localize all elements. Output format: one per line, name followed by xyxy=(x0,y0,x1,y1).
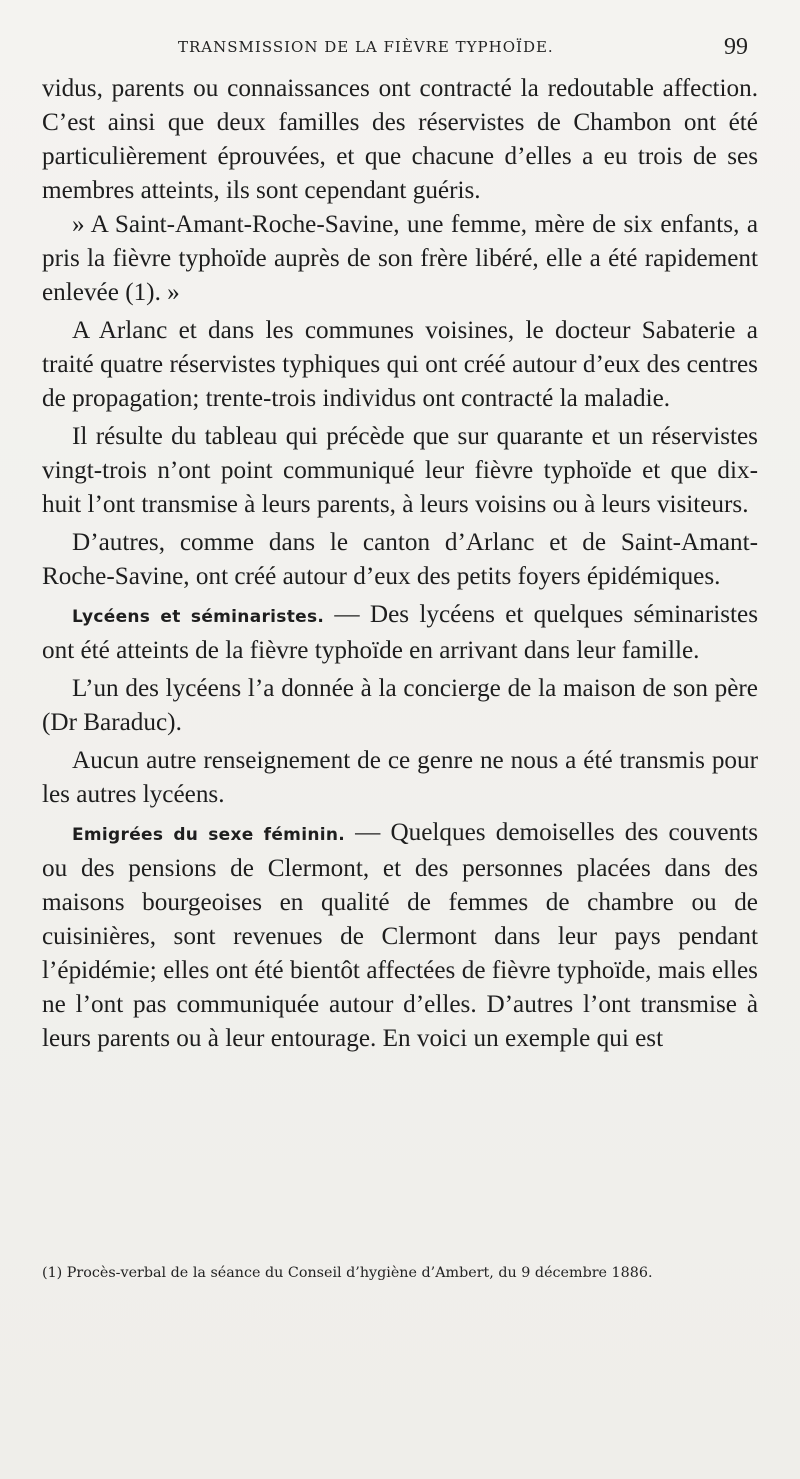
section-heading: Lycéens et séminaristes. xyxy=(72,607,325,627)
paragraph xyxy=(42,208,758,310)
paragraph xyxy=(42,598,758,668)
paragraph-text: » A Saint-Amant-Roche-Savine, une femme, mère de six enfants, a pris la fièvre typhoïde auprès de son frère libéré, elle a été rapidement enlevée (1). » xyxy=(42,211,758,306)
page-header xyxy=(0,32,800,62)
paragraph-text: L’un des lycéens l’a donnée à la concierge de la maison de son père (Dr Baraduc). xyxy=(42,675,758,736)
footnote: (1) Procès-verbal de la séance du Conseil d’hygiène d’Ambert, du 9 décembre 1886. xyxy=(42,1265,653,1281)
paragraph-text: — Des lycéens et quelques séminaristes ont été atteints de la fièvre typhoïde en arrivant dans leur famille. xyxy=(42,601,759,664)
paragraph-text: D’autres, comme dans le canton d’Arlanc et de Saint-Amant-Roche-Savine, ont créé autour d’eux des petits foyers épidémiques. xyxy=(42,529,758,590)
paragraph xyxy=(42,526,758,594)
paragraph-text: Il résulte du tableau qui précède que sur quarante et un réservistes vingt-trois n’ont point communiqué leur fièvre typhoïde et que dix-huit l’ont transmise à leurs parents, à leurs voisins ou à leurs visiteurs. xyxy=(42,423,758,518)
paragraph-text: Aucun autre renseignement de ce genre ne nous a été transmis pour les autres lycéens. xyxy=(42,747,758,808)
paragraph xyxy=(42,744,758,812)
paragraph xyxy=(42,420,758,522)
paragraph xyxy=(42,816,758,1056)
running-title: TRANSMISSION DE LA FIÈVRE TYPHOÏDE. xyxy=(178,38,554,56)
paragraph xyxy=(42,72,758,208)
paragraph xyxy=(42,672,758,740)
paragraph xyxy=(42,314,758,416)
page-number: 99 xyxy=(724,34,748,60)
paragraph-text: A Arlanc et dans les communes voisines, le docteur Sabaterie a traité quatre réservistes typhiques qui ont créé autour d’eux des centres de propagation; trente-trois individus ont contracté la maladie. xyxy=(42,317,758,412)
body-text xyxy=(42,72,758,1056)
paragraph-text: vidus, parents ou connaissances ont contracté la redoutable affection. C’est ainsi que deux familles des réservistes de Chambon ont été particulièrement éprouvées, et que chacune d’elles a eu trois de ses membres atteints, ils sont cependant guéris. xyxy=(42,75,758,204)
section-heading: Emigrées du sexe féminin. xyxy=(72,825,346,845)
paragraph-text: — Quelques demoiselles des couvents ou des pensions de Clermont, et des personnes placées dans des maisons bourgeoises en qualité de femmes de chambre ou de cuisinières, sont revenues de Clermont dans leur pays pendant l’épidémie; elles ont été bientôt affectées de fièvre typhoïde, mais elles ne l’ont pas communiquée autour d’elles. D’autres l’ont transmise à leurs parents ou à leur entourage. En voici un exemple qui est xyxy=(42,819,759,1052)
